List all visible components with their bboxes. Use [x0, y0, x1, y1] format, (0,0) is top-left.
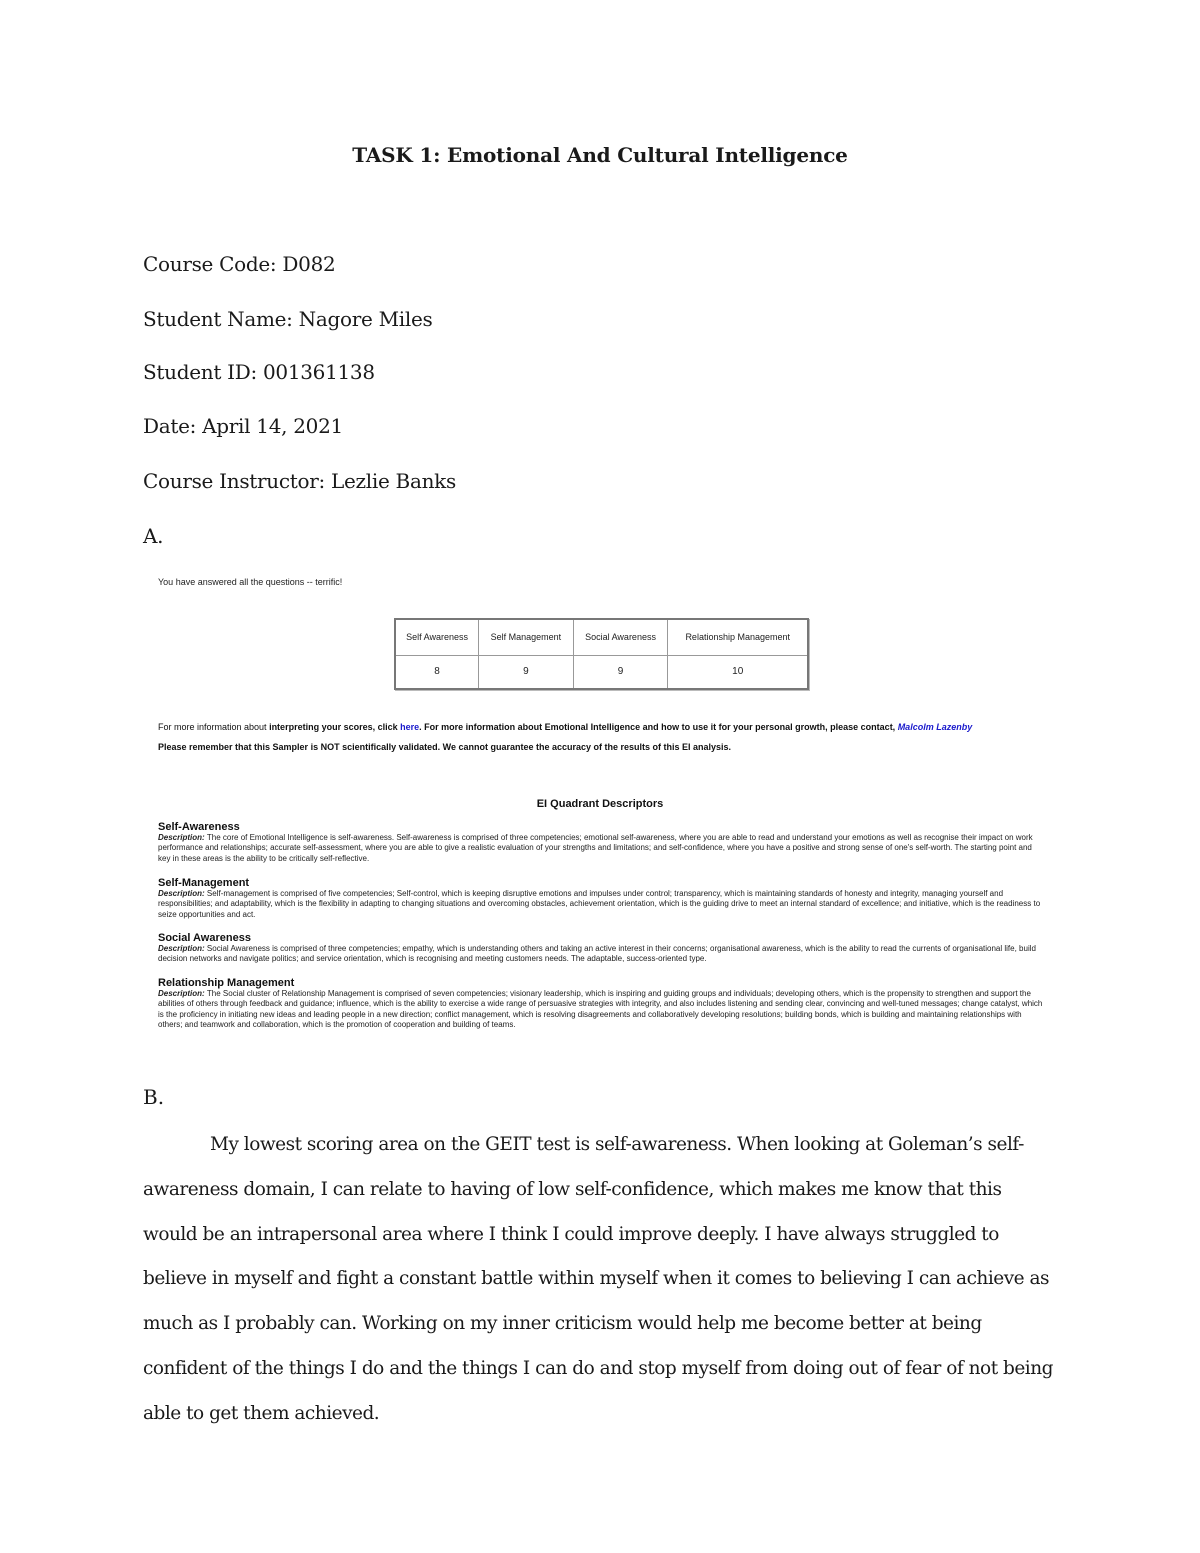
quadrant-description: Description: The Social cluster of Relationship Management is comprised of seven competencies; visionary leadership, which is inspiring and guiding groups and individuals; developing others, which is the propensity to strengthen and support the abilities of others through feedback and guidance; influence, which is the ability to exercise a wide range of persuasive strategies with integrity, and also includes listening and sending clear, convincing and well-tuned messages; change catalyst, which is the proficiency in initiating new ideas and leading people in a new direction; conflict management, which is resolving disagreements and collaboratively developing resolutions; building bonds, which is building and maintaining relationships with others; and teamwork and collaboration, which is the promotion of cooperation and building of teams. [158, 989, 1043, 1029]
course-code: Course Code: D082 [143, 252, 336, 276]
contact-link[interactable]: Malcolm Lazenby [897, 722, 973, 732]
disclaimer: Please remember that this Sampler is NOT scientifically validated. We cannot guarantee the accuracy of the results of this EI analysis. [158, 742, 732, 752]
section-b-paragraph: My lowest scoring area on the GEIT test is self-awareness. When looking at Goleman’s self-awareness domain, I can relate to having of low self-confidence, which makes me know that this would be an intrapersonal area where I think I could improve deeply. I have always struggled to believe in myself and fight a constant battle within myself when it comes to believing I can achieve as much as I probably can. Working on my inner criticism would help me become better at being confident of the things I do and the things I can do and stop myself from doing out of fear of not being able to get them achieved. [143, 1134, 1053, 1424]
score-self-awareness: 8 [395, 655, 479, 689]
section-b-label: B. [143, 1085, 165, 1109]
quadrant-text: The core of Emotional Intelligence is self-awareness. Self-awareness is comprised of three competencies; emotional self-awareness, where you are able to read and understand your emotions as well as recognise their impact on work performance and relationships; accurate self-assessment, where you are able to give a realistic evaluation of your strengths and limitations; and self-confidence, where you have a positive and strong sense of one's self-worth. The starting point and key in these areas is the ability to be critically self-reflective. [158, 833, 1033, 863]
description-label: Description [158, 989, 203, 998]
info-text-bold: interpreting your scores [269, 722, 373, 732]
header-relationship-management: Relationship Management [668, 619, 808, 655]
header-social-awareness: Social Awareness [573, 619, 668, 655]
score-table-header-row [395, 619, 808, 655]
quadrant-self-awareness [158, 821, 1043, 864]
info-text-2: , click [372, 722, 401, 732]
quadrant-text: Self-management is comprised of five competencies; Self-control, which is keeping disruptive emotions and impulses under control; transparency, which is maintaining standards of honesty and integrity, managing yourself and responsibilities; and adaptability, which is the flexibility in adapting to changing situations and overcoming obstacles, achievement orientation, which is the guiding drive to meet an internal standard of excellence; and initiative, which is the readiness to seize opportunities and act. [158, 889, 1041, 919]
student-name: Student Name: Nagore Miles [143, 307, 433, 331]
header-self-awareness: Self Awareness [395, 619, 479, 655]
header-self-management: Self Management [479, 619, 573, 655]
info-text-3: . For more information about Emotional Intelligence and how to use it for your personal growth, please contact, [419, 722, 898, 732]
quadrants-heading: EI Quadrant Descriptors [536, 798, 664, 810]
score-self-management: 9 [479, 655, 573, 689]
score-table-value-row [395, 655, 808, 689]
quadrant-title: Relationship Management [158, 977, 295, 989]
quadrant-description: Description: The core of Emotional Intelligence is self-awareness. Self-awareness is comprised of three competencies; emotional self-awareness, where you are able to read and understand your emotions as well as recognise their impact on work performance and relationships; accurate self-assessment, where you are able to give a realistic evaluation of your strengths and limitations; and self-confidence, where you have a positive and strong sense of one's self-worth. The starting point and key in these areas is the ability to be critically self-reflective. [158, 833, 1033, 863]
more-info-line [158, 722, 972, 732]
quadrant-title: Self-Management [158, 877, 250, 889]
quadrant-self-management [158, 877, 1043, 920]
section-a-label: A. [143, 524, 164, 548]
quadrant-relationship-management [158, 977, 1043, 1030]
student-id: Student ID: 001361138 [143, 360, 375, 384]
quadrant-social-awareness [158, 932, 1043, 965]
quadrant-text: Social Awareness is comprised of three competencies; empathy, which is understanding others and taking an active interest in their concerns; organisational awareness, which is the ability to read the currents of organisational life, build decision networks and navigate politics; and service orientation, which is recognising and meeting customers needs. The adaptable, success-oriented type. [158, 944, 1036, 964]
score-relationship-management: 10 [668, 655, 808, 689]
description-label: Description [158, 833, 203, 842]
score-table [394, 618, 809, 690]
quadrant-description: Description: Self-management is comprised of five competencies; Self-control, which is keeping disruptive emotions and impulses under control; transparency, which is maintaining standards of honesty and integrity, managing yourself and responsibilities; and adaptability, which is the flexibility in adapting to changing situations and overcoming obstacles, achievement orientation, which is the guiding drive to meet an internal standard of excellence; and initiative, which is the readiness to seize opportunities and act. [158, 889, 1041, 919]
date: Date: April 14, 2021 [143, 414, 343, 438]
quadrant-text: The Social cluster of Relationship Management is comprised of seven competencies; visionary leadership, which is inspiring and guiding groups and individuals; developing others, which is the propensity to strengthen and support the abilities of others through feedback and guidance; influence, which is the ability to exercise a wide range of persuasive strategies with integrity, and also includes listening and sending clear, convincing and well-tuned messages; change catalyst, which is the proficiency in initiating new ideas and leading people in a new direction; conflict management, which is resolving disagreements and collaboratively developing resolutions; building bonds, which is building and maintaining relationships with others; and teamwork and collaboration, which is the promotion of cooperation and building of teams. [158, 989, 1043, 1029]
quadrant-title: Social Awareness [158, 932, 251, 944]
document-title: TASK 1: Emotional And Cultural Intelligence [352, 143, 848, 167]
course-instructor: Course Instructor: Lezlie Banks [143, 469, 456, 493]
info-text-1: For more information about [158, 722, 270, 732]
quadrant-title: Self-Awareness [158, 821, 240, 833]
answered-message: You have answered all the questions -- terrific! [158, 577, 343, 587]
quadrant-description: Description: Social Awareness is comprised of three competencies; empathy, which is understanding others and taking an active interest in their concerns; organisational awareness, which is the ability to read the currents of organisational life, build decision networks and navigate politics; and service orientation, which is recognising and meeting customers needs. The adaptable, success-oriented type. [158, 944, 1036, 964]
ei-results-screenshot [150, 570, 1050, 1090]
description-label: Description [158, 944, 203, 953]
description-label: Description [158, 889, 203, 898]
score-social-awareness: 9 [573, 655, 668, 689]
here-link[interactable]: here [400, 722, 420, 732]
